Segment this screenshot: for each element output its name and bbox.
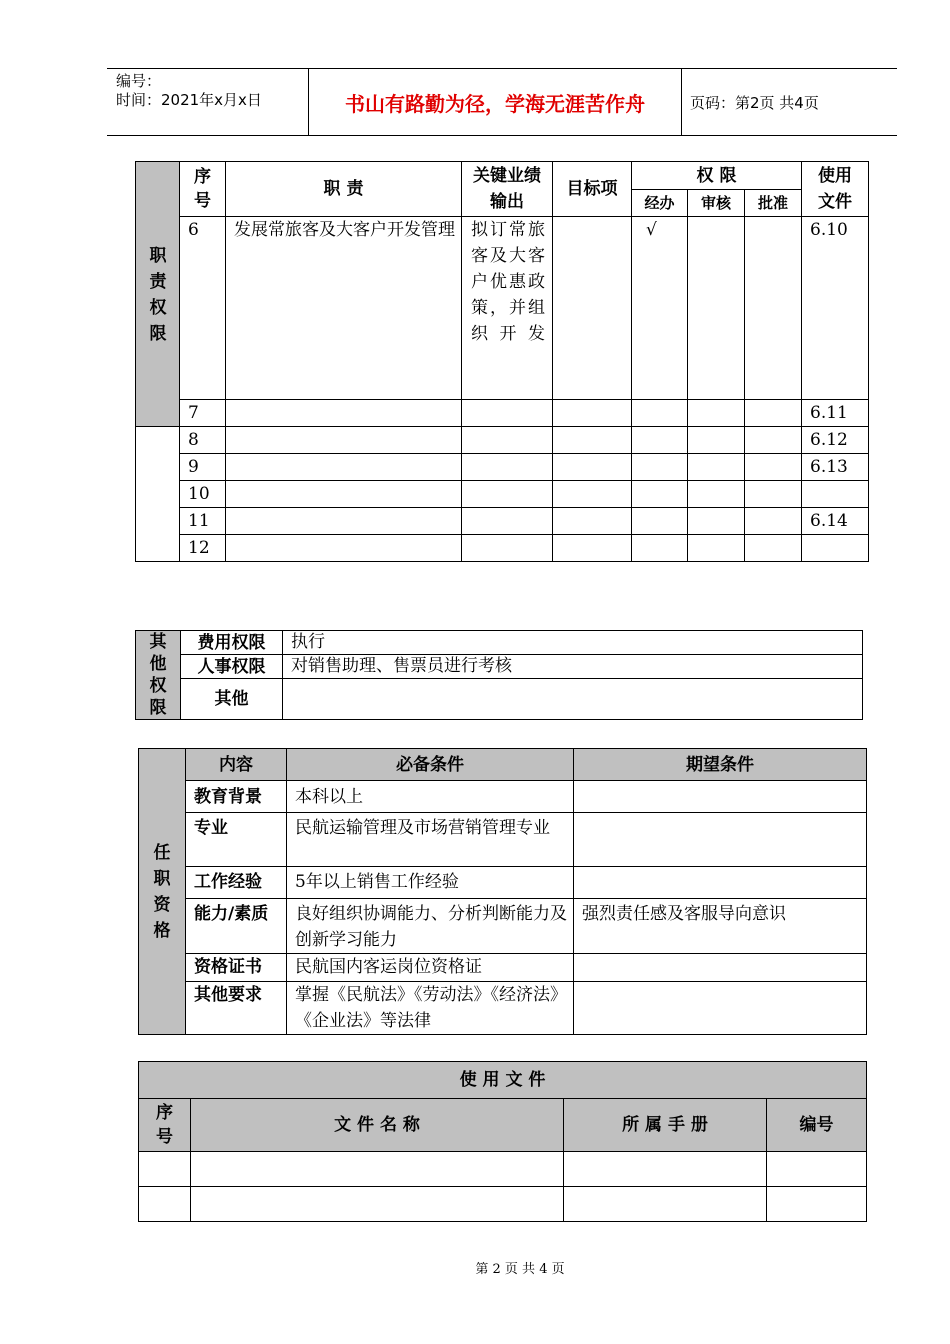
qual-row-required: 民航国内客运岗位资格证 [287,954,574,982]
duty-row-duty [226,508,462,535]
qual-row-label: 其他要求 [186,982,287,1035]
duty-row-duty [226,535,462,562]
duty-row-approve [745,400,802,427]
duties-header-kpi: 关键业绩输出 [462,162,553,217]
duty-row-kpi [462,535,553,562]
duties-header-docs: 使用文件 [802,162,869,217]
other-rights-value: 执行 [283,631,863,655]
duty-row-kpi [462,508,553,535]
duty-row-seq: 12 [180,535,226,562]
header-divider-left [308,68,309,136]
duty-row-approve [745,481,802,508]
duty-row-kpi [462,427,553,454]
documents-title: 使 用 文 件 [139,1062,867,1099]
duty-row-duty [226,454,462,481]
qual-row-label: 工作经验 [186,867,287,899]
qual-row-desired: 强烈责任感及客服导向意识 [574,899,867,954]
documents-header-code: 编号 [767,1099,867,1152]
duty-row-target [553,400,632,427]
duty-row-docs: 6.11 [802,400,869,427]
qual-row-label: 资格证书 [186,954,287,982]
qual-row-desired [574,867,867,899]
duty-row-docs: 6.12 [802,427,869,454]
qual-header-desired: 期望条件 [574,749,867,781]
duty-row-kpi [462,481,553,508]
duty-row-docs: 6.13 [802,454,869,481]
documents-row-manual [564,1187,767,1222]
documents-row-seq [139,1187,191,1222]
duty-row-duty: 发展常旅客及大客户开发管理 [226,217,462,400]
duties-header-seq: 序号 [180,162,226,217]
duty-row-handle [632,535,688,562]
duty-row-target [553,427,632,454]
other-rights-label: 费用权限 [181,631,283,655]
duty-row-approve [745,217,802,400]
footer-page-number: 第 2 页 共 4 页 [475,1262,565,1277]
qual-row-required: 掌握《民航法》《劳动法》《经济法》《企业法》等法律 [287,982,574,1035]
other-rights-label: 人事权限 [181,655,283,679]
qualifications-table [138,748,867,1035]
duties-header-handle: 经办 [632,190,688,217]
duties-side-tail [136,400,180,427]
qual-row-desired [574,781,867,813]
duties-header-approve: 批准 [745,190,802,217]
qual-row-desired [574,813,867,867]
documents-row-code [767,1187,867,1222]
duty-row-docs: 6.10 [802,217,869,400]
duty-row-seq: 6 [180,217,226,400]
duty-row-target [553,217,632,400]
documents-header-manual: 所 属 手 册 [564,1099,767,1152]
duty-row-handle [632,454,688,481]
duty-row-review [688,535,745,562]
duty-row-review [688,400,745,427]
duty-row-handle [632,508,688,535]
duty-row-target [553,508,632,535]
duty-row-kpi [462,454,553,481]
header-time-label: 时间：2021年x月x日 [116,91,262,109]
duty-row-seq: 11 [180,508,226,535]
duty-row-target [553,481,632,508]
duty-row-handle: √ [632,217,688,400]
documents-header-seq: 序号 [139,1099,191,1152]
duty-row-handle [632,427,688,454]
duty-row-approve [745,454,802,481]
duty-row-review [688,454,745,481]
other-rights-value [283,679,863,720]
qual-row-desired [574,954,867,982]
duty-row-kpi [462,400,553,427]
documents-row-name [191,1152,564,1187]
duty-row-seq: 10 [180,481,226,508]
duty-row-duty [226,400,462,427]
duty-row-review [688,481,745,508]
qualifications-side-label: 任职资格 [139,749,186,1035]
qual-row-label: 专业 [186,813,287,867]
documents-row-code [767,1152,867,1187]
duty-row-approve [745,508,802,535]
duties-table [135,161,869,562]
duty-row-seq: 8 [180,427,226,454]
duty-row-approve [745,535,802,562]
documents-table [138,1061,867,1222]
header-divider-right [681,68,682,136]
documents-header-name: 文 件 名 称 [191,1099,564,1152]
other-rights-side-label: 其他权限 [136,631,181,720]
qual-row-desired [574,982,867,1035]
qual-row-required: 民航运输管理及市场营销管理专业 [287,813,574,867]
documents-row-name [191,1187,564,1222]
duty-row-kpi: 拟订常旅客及大客户优惠政策，并组织开发 [462,217,553,400]
duties-header-target: 目标项 [553,162,632,217]
other-rights-table [135,630,863,720]
duty-row-target [553,454,632,481]
qual-row-required: 5年以上销售工作经验 [287,867,574,899]
duty-row-approve [745,427,802,454]
duties-header-authority: 权 限 [632,162,802,190]
qual-header-required: 必备条件 [287,749,574,781]
documents-row-seq [139,1152,191,1187]
duty-row-handle [632,481,688,508]
duty-row-docs [802,481,869,508]
header-top-rule [107,68,897,69]
duty-row-review [688,217,745,400]
header-motto: 书山有路勤为径，学海无涯苦作舟 [345,92,645,116]
duties-side-blank [136,427,180,562]
qual-row-required: 良好组织协调能力、分析判断能力及创新学习能力 [287,899,574,954]
documents-row-manual [564,1152,767,1187]
duty-row-duty [226,427,462,454]
duty-row-review [688,508,745,535]
other-rights-label: 其他 [181,679,283,720]
other-rights-value: 对销售助理、售票员进行考核 [283,655,863,679]
qual-row-label: 教育背景 [186,781,287,813]
header-bottom-rule [107,135,897,136]
duty-row-seq: 9 [180,454,226,481]
header-code-label: 编号： [116,72,162,90]
duty-row-docs: 6.14 [802,508,869,535]
qual-row-label: 能力/素质 [186,899,287,954]
duty-row-handle [632,400,688,427]
qual-row-required: 本科以上 [287,781,574,813]
duty-row-target [553,535,632,562]
duties-header-review: 审核 [688,190,745,217]
duty-row-duty [226,481,462,508]
qual-header-content: 内容 [186,749,287,781]
duty-row-seq: 7 [180,400,226,427]
duties-side-label: 职责权限 [149,246,167,344]
header-page-label: 页码：第2页 共4页 [690,94,819,112]
duties-header-duty: 职 责 [226,162,462,217]
duty-row-docs [802,535,869,562]
duty-row-review [688,427,745,454]
